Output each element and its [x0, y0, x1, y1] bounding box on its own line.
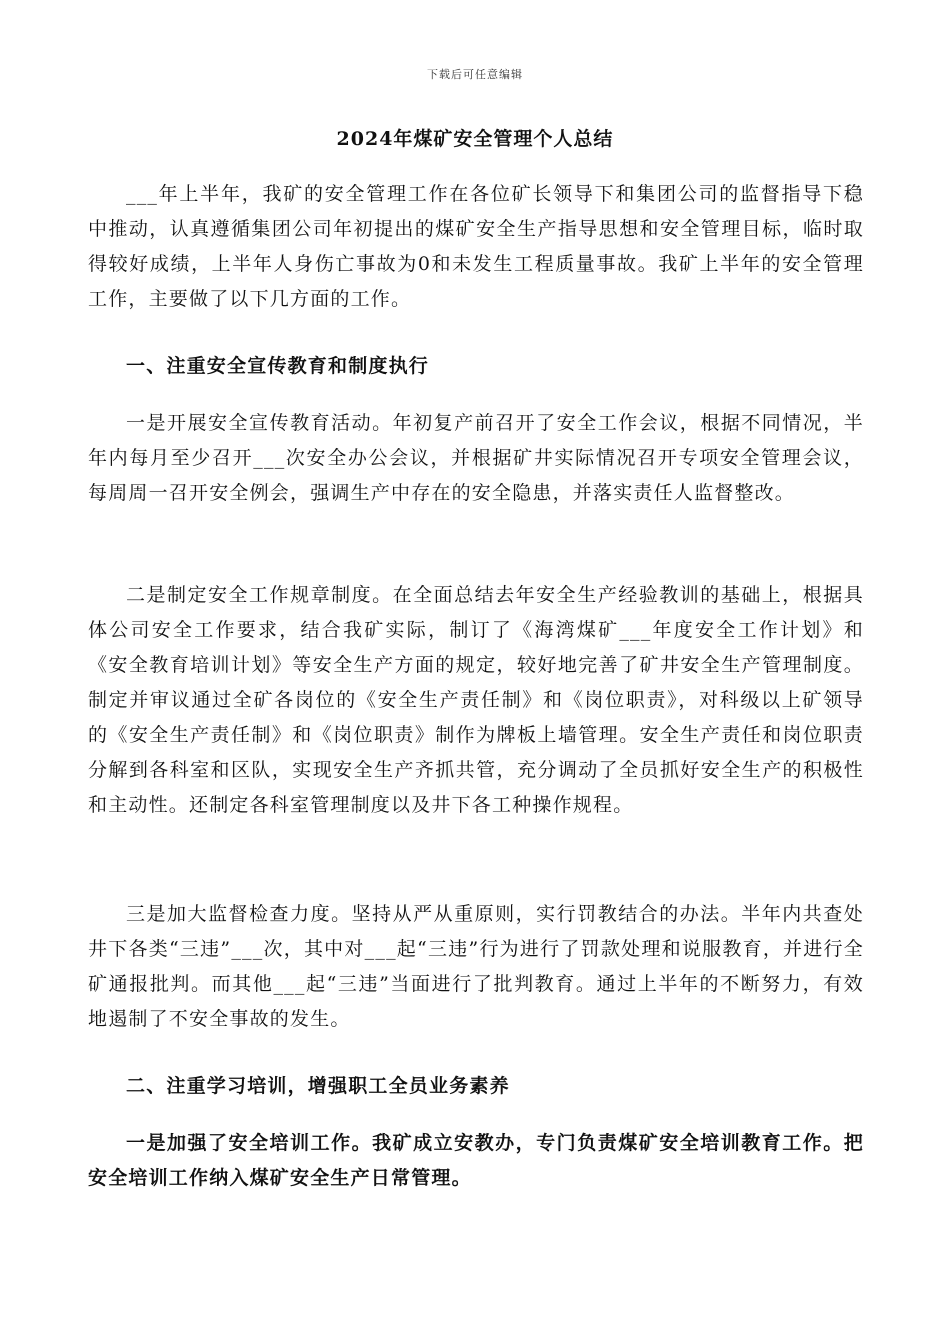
intro-block	[88, 177, 864, 317]
section1-paragraph-2: 二是制定安全工作规章制度。在全面总结去年安全生产经验教训的基础上，根据具体公司安全工作要求，结合我矿实际，制订了《海湾煤矿___年度安全工作计划》和《安全教育培训计划》等安全生产方面的规定，较好地完善了矿井安全生产管理制度。制定并审议通过全矿各岗位的《安全生产责任制》和《岗位职责》，对科级以上矿领导的《安全生产责任制》和《岗位职责》制作为牌板上墙管理。安全生产责任和岗位职责分解到各科室和区队，实现安全生产齐抓共管，充分调动了全员抓好安全生产的积极性和主动性。还制定各科室管理制度以及井下各工种操作规程。	[88, 584, 864, 816]
section2-heading: 二、注重学习培训，增强职工全员业务素养	[126, 1075, 510, 1097]
section2-heading-block	[88, 1069, 864, 1104]
section1-paragraph-3: 三是加大监督检查力度。坚持从严从重原则，实行罚教结合的办法。半年内共查处井下各类“三违”___次，其中对___起“三违”行为进行了罚款处理和说服教育，并进行全矿通报批判。而其他___起“三违”当面进行了批判教育。通过上半年的不断努力，有效地遏制了不安全事故的发生。	[88, 903, 864, 1030]
section2-paragraph-1: 一是加强了安全培训工作。我矿成立安教办，专门负责煤矿安全培训教育工作。把安全培训工作纳入煤矿安全生产日常管理。	[88, 1132, 864, 1189]
section2-p1-block	[88, 1126, 864, 1196]
section1-p3-block	[88, 897, 864, 1037]
section1-heading: 一、注重安全宣传教育和制度执行	[126, 355, 430, 377]
header-note: 下载后可任意编辑	[427, 68, 523, 81]
section1-heading-block	[88, 349, 864, 384]
intro-paragraph: ___年上半年，我矿的安全管理工作在各位矿长领导下和集团公司的监督指导下稳中推动，认真遵循集团公司年初提出的煤矿安全生产指导思想和安全管理目标，临时取得较好成绩，上半年人身伤亡事故为0和未发生工程质量事故。我矿上半年的安全管理工作，主要做了以下几方面的工作。	[88, 183, 864, 310]
section1-p2-block	[88, 578, 864, 823]
document-title: 2024年煤矿安全管理个人总结	[336, 128, 614, 150]
section1-p1-block	[88, 406, 864, 511]
section1-paragraph-1: 一是开展安全宣传教育活动。年初复产前召开了安全工作会议，根据不同情况，半年内每月至少召开___次安全办公会议，并根据矿井实际情况召开专项安全管理会议，每周周一召开安全例会，强调生产中存在的安全隐患，并落实责任人监督整改。	[88, 412, 864, 504]
